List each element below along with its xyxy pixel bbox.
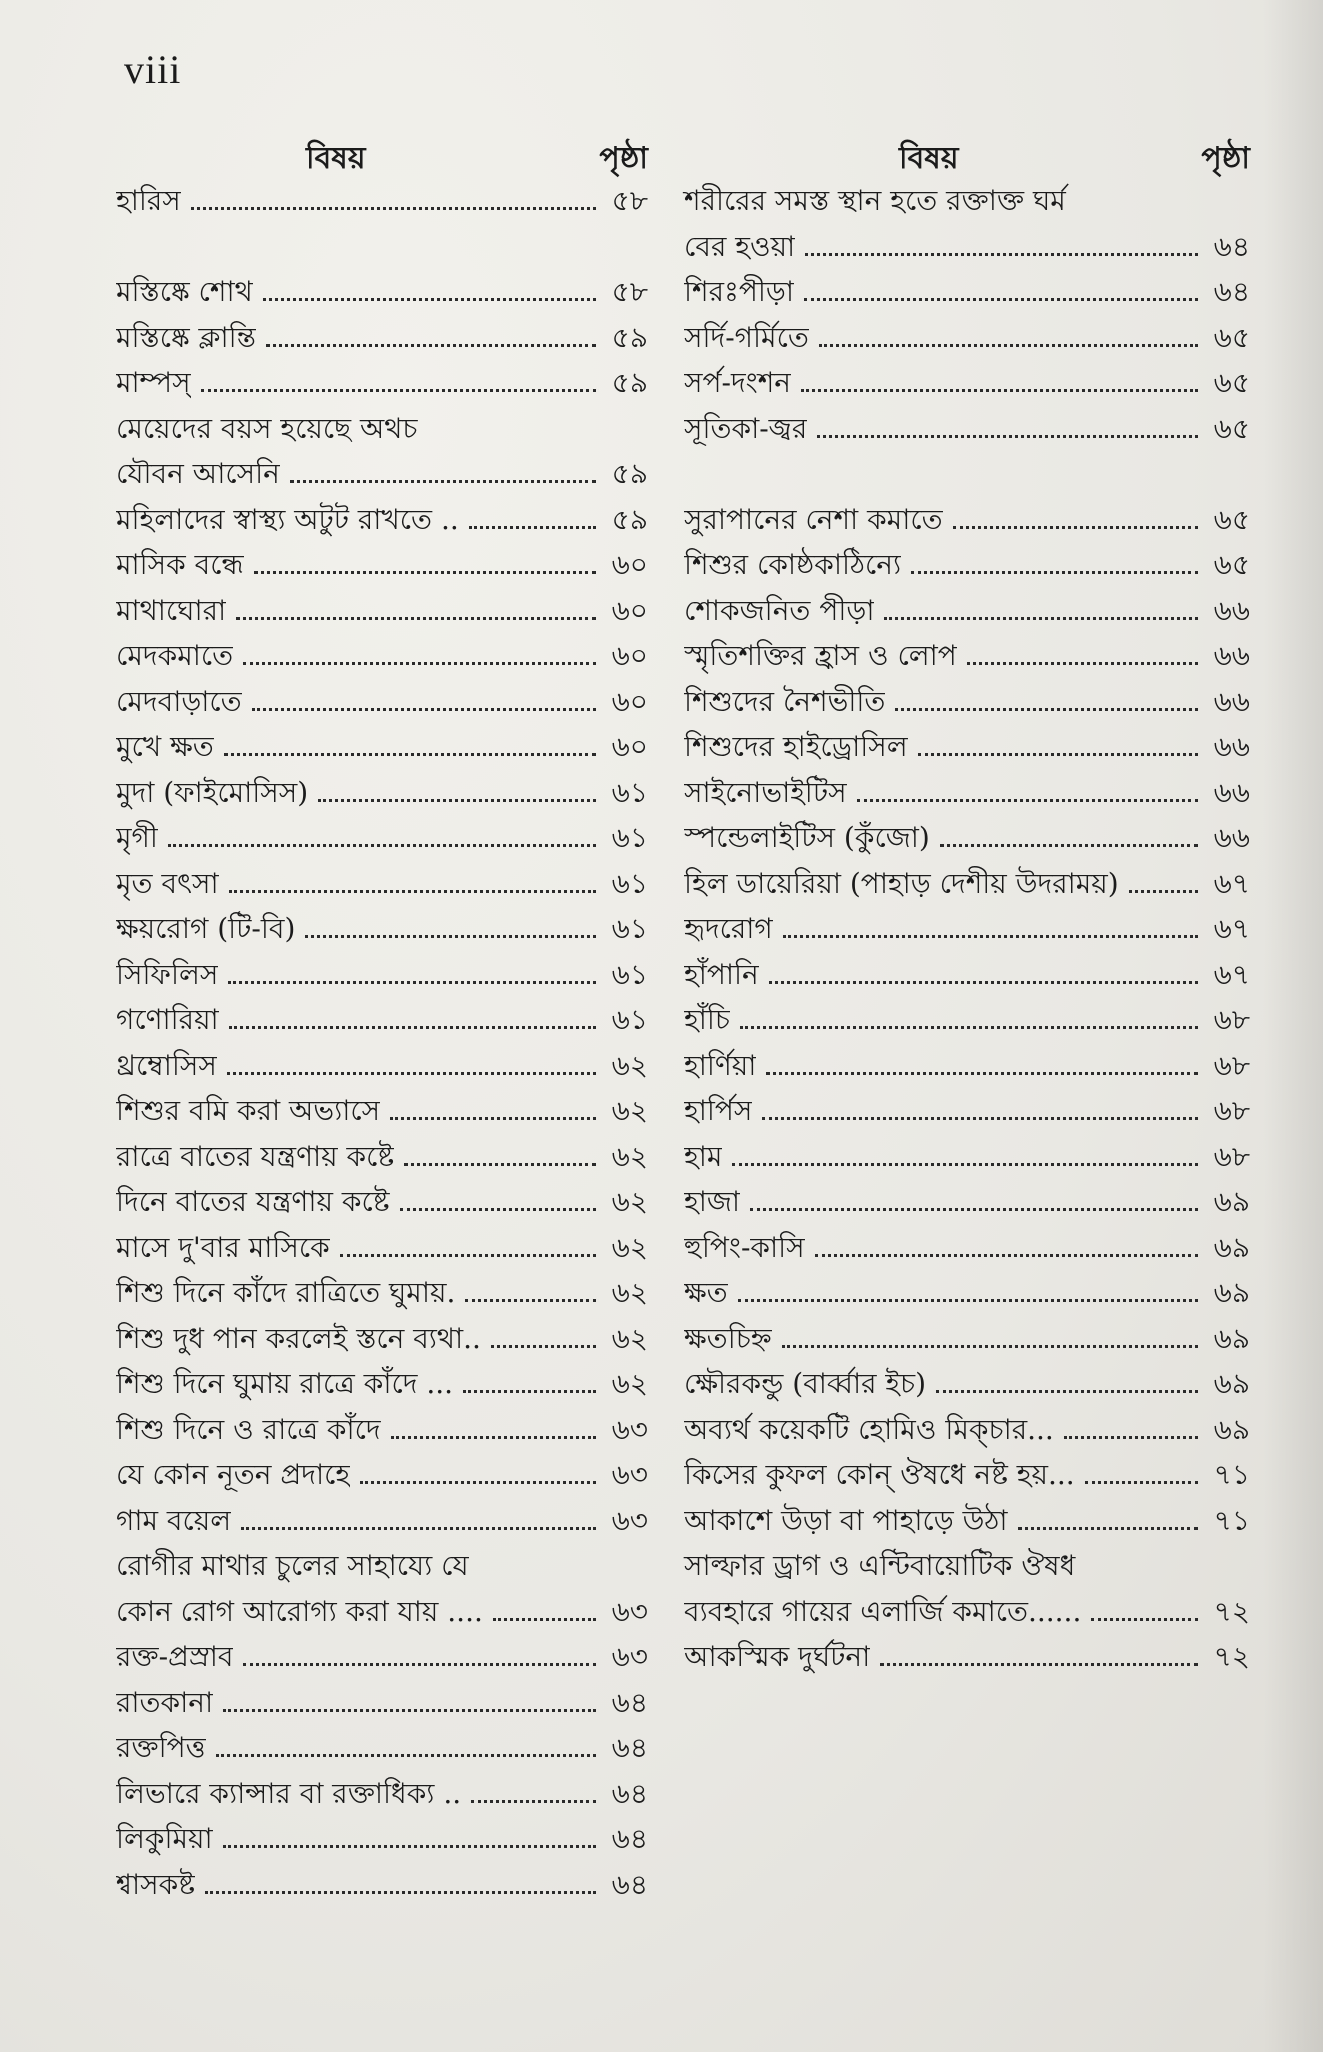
- entry-title: মাসিক বন্ধে: [116, 548, 244, 581]
- entry-page-number: ৫৯: [611, 502, 648, 536]
- dot-leader: [817, 435, 1198, 438]
- entry-title: শিশু দুধ পান করলেই স্তনে ব্যথা..: [116, 1321, 481, 1355]
- entry-title: সাইনোভাইটিস: [684, 775, 847, 809]
- toc-column-right: [684, 128, 1250, 1680]
- entry-page-number: ৬৩: [611, 1640, 648, 1673]
- toc-entry: [684, 178, 1250, 224]
- entry-title: দিনে বাতের যন্ত্রণায় কষ্টে: [116, 1185, 390, 1218]
- entry-page-number: ৬৫: [1213, 366, 1250, 399]
- toc-entry: [684, 1589, 1250, 1635]
- entry-page-number: ৬৭: [1213, 866, 1250, 900]
- toc-entry: [684, 724, 1250, 770]
- entry-title: শিশুর বমি করা অভ্যাসে: [116, 1094, 381, 1127]
- entry-title: ক্ষয়রোগ (টি-বি): [116, 912, 296, 945]
- toc-entry: [116, 497, 648, 543]
- dot-leader: [216, 1754, 596, 1757]
- dot-leader: [201, 389, 596, 392]
- entry-page-number: ৬০: [611, 548, 648, 581]
- entry-page-number: ৬০: [611, 730, 648, 763]
- entry-page-number: ৬১: [611, 912, 648, 945]
- dot-leader: [223, 1845, 596, 1848]
- entry-title: থ্রম্বোসিস: [116, 1048, 217, 1082]
- entry-page-number: ৫৮: [611, 184, 648, 217]
- dot-leader: [243, 662, 596, 665]
- entry-title: সুরাপানের নেশা কমাতে: [684, 502, 943, 536]
- toc-entry: [684, 588, 1250, 634]
- dot-leader: [804, 298, 1198, 301]
- dot-leader: [224, 753, 596, 756]
- toc-entry: [116, 1862, 648, 1908]
- page-heading: পৃষ্ঠা: [599, 141, 648, 176]
- entry-page-number: ৬২: [611, 1276, 648, 1309]
- toc-entry: [116, 1088, 648, 1134]
- toc-entry: [116, 360, 648, 406]
- toc-entry: [684, 1043, 1250, 1089]
- entry-page-number: ৬৩: [611, 1458, 648, 1491]
- entry-title: কিসের কুফল কোন্ ঔষধে নষ্ট হয়...: [684, 1458, 1075, 1491]
- entry-page-number: ৫৯: [611, 457, 648, 490]
- toc-entry: [116, 679, 648, 725]
- toc-entry: [116, 1498, 648, 1544]
- dot-leader: [884, 617, 1198, 620]
- entry-title: গাম বয়েল: [116, 1503, 232, 1537]
- entry-title: স্পন্ডেলাইটিস (কুঁজো): [684, 821, 930, 854]
- entry-title: হার্পিস: [684, 1094, 753, 1127]
- toc-entry: [116, 315, 648, 361]
- entry-title: মস্তিষ্কে ক্লান্তি: [116, 320, 256, 354]
- entry-page-number: ৭২: [1213, 1640, 1250, 1673]
- entry-title: মুখে ক্ষত: [116, 730, 214, 763]
- dot-leader: [340, 1254, 596, 1257]
- toc-entry: [684, 1543, 1250, 1589]
- toc-entry: [684, 815, 1250, 861]
- dot-leader: [1064, 1436, 1198, 1439]
- entry-page-number: ৭১: [1213, 1458, 1250, 1491]
- dot-leader: [266, 344, 596, 347]
- entry-title: স্মৃতিশক্তির হ্রাস ও লোপ: [684, 639, 957, 672]
- entry-title: রোগীর মাথার চুলের সাহায্যে যে: [116, 1549, 469, 1582]
- toc-entry: [684, 1179, 1250, 1225]
- entry-title: লিভারে ক্যান্সার বা রক্তাধিক্য ..: [116, 1776, 462, 1810]
- dot-leader: [205, 1891, 596, 1894]
- entry-title: অব্যর্থ কয়েকটি হোমিও মিক্চার...: [684, 1412, 1054, 1446]
- entry-page-number: ৬৬: [1213, 775, 1250, 809]
- entry-title: যে কোন নূতন প্রদাহে: [116, 1458, 351, 1491]
- entry-title: মেদবাড়াতে: [116, 684, 242, 718]
- toc-entry: [116, 1361, 648, 1407]
- entry-page-number: ৬২: [611, 1139, 648, 1173]
- toc-entry: [684, 1498, 1250, 1544]
- entry-title: শিশু দিনে ও রাত্রে কাঁদে: [116, 1412, 381, 1446]
- dot-leader: [953, 526, 1198, 529]
- entry-page-number: ৫৯: [611, 320, 648, 354]
- dot-leader: [936, 1390, 1198, 1393]
- entry-title: হাঁচি: [684, 1003, 730, 1036]
- entry-title: হারিস: [116, 184, 181, 217]
- toc-entry: [684, 406, 1250, 452]
- dot-leader: [1085, 1481, 1198, 1484]
- toc-entry: [684, 906, 1250, 952]
- entry-title: হাম: [684, 1139, 723, 1173]
- toc-entry: [116, 1134, 648, 1180]
- entry-page-number: ৬৩: [611, 1412, 648, 1446]
- entry-title: আকাশে উড়া বা পাহাড়ে উঠা: [684, 1503, 1008, 1537]
- entry-page-number: ৬০: [611, 593, 648, 627]
- entry-page-number: ৬২: [611, 1230, 648, 1264]
- entry-title: মুদা (ফাইমোসিস): [116, 775, 309, 809]
- entry-title: মৃগী: [116, 821, 158, 854]
- toc-entry: [116, 1270, 648, 1316]
- dot-leader: [465, 1299, 596, 1302]
- entry-page-number: ৫৯: [611, 366, 648, 399]
- entry-page-number: ৬৪: [1213, 229, 1250, 263]
- dot-leader: [880, 1663, 1198, 1666]
- toc-entry: [116, 861, 648, 907]
- dot-leader: [229, 1026, 596, 1029]
- dot-leader: [391, 1436, 596, 1439]
- toc-entry: [684, 1407, 1250, 1453]
- toc-entry: [116, 815, 648, 861]
- entry-page-number: ৬৯: [1213, 1367, 1250, 1400]
- toc-entry: [116, 1543, 648, 1589]
- entry-title: ক্ষতচিহ্ন: [684, 1321, 772, 1355]
- entry-title: মাথাঘোরা: [116, 593, 227, 627]
- entry-page-number: ৬৬: [1213, 684, 1250, 718]
- toc-entry: [684, 1634, 1250, 1680]
- dot-leader: [769, 981, 1198, 984]
- entry-page-number: ৬২: [611, 1367, 648, 1400]
- entry-page-number: ৬১: [611, 775, 648, 809]
- toc-entry: [684, 315, 1250, 361]
- dot-leader: [491, 1345, 596, 1348]
- entry-page-number: ৬৩: [611, 1503, 648, 1537]
- toc-entry: [116, 1816, 648, 1862]
- toc-entry: [684, 1270, 1250, 1316]
- entry-page-number: ৬৪: [611, 1731, 648, 1764]
- entry-title: শিরঃপীড়া: [684, 275, 795, 308]
- toc-entry: [684, 997, 1250, 1043]
- dot-leader: [783, 935, 1198, 938]
- toc-entry: [116, 1452, 648, 1498]
- dot-leader: [918, 753, 1198, 756]
- page-edge-shadow: [1263, 0, 1323, 2052]
- entry-title: মৃত বৎসা: [116, 866, 219, 900]
- dot-leader: [740, 1026, 1198, 1029]
- toc-entry: [684, 1452, 1250, 1498]
- dot-leader: [911, 571, 1198, 574]
- dot-leader: [191, 207, 596, 210]
- toc-entry: [116, 178, 648, 224]
- entry-page-number: ৬৪: [611, 1685, 648, 1719]
- entry-title: সর্প-দংশন: [684, 366, 792, 399]
- toc-entry: [684, 861, 1250, 907]
- dot-leader: [738, 1299, 1198, 1302]
- entry-title: সর্দি-গর্মিতে: [684, 320, 809, 354]
- entry-title: লিকুমিয়া: [116, 1822, 213, 1855]
- toc-entry: [116, 770, 648, 816]
- dot-leader: [762, 1117, 1198, 1120]
- entry-title: সূতিকা-জ্বর: [684, 411, 808, 445]
- toc-entry: [116, 952, 648, 998]
- toc-entry: [684, 1361, 1250, 1407]
- column-header: [116, 128, 648, 178]
- dot-leader: [1129, 890, 1198, 893]
- entry-page-number: ৬৭: [1213, 957, 1250, 991]
- dot-leader: [967, 662, 1198, 665]
- entry-page-number: ৬২: [611, 1048, 648, 1082]
- toc-entry: [116, 1680, 648, 1726]
- toc-entry: [684, 952, 1250, 998]
- column-header: [684, 128, 1250, 178]
- entry-title: মাসে দু'বার মাসিকে: [116, 1230, 330, 1264]
- entry-title: আকস্মিক দুর্ঘটনা: [684, 1640, 871, 1673]
- entry-page-number: ৬৮: [1213, 1094, 1250, 1127]
- toc-entry: [684, 1225, 1250, 1271]
- entry-page-number: ৬৫: [1213, 548, 1250, 581]
- entry-title: হুপিং-কাসি: [684, 1230, 805, 1264]
- entry-title: রক্ত-প্রস্রাব: [116, 1640, 234, 1673]
- entry-title: যৌবন আসেনি: [116, 457, 280, 490]
- dot-leader: [895, 708, 1198, 711]
- entry-title: রাত্রে বাতের যন্ত্রণায় কষ্টে: [116, 1139, 395, 1173]
- dot-leader: [732, 1163, 1198, 1166]
- entry-title: মেদকমাতে: [116, 639, 234, 672]
- toc-entry: [116, 1634, 648, 1680]
- entry-page-number: ৬৬: [1213, 730, 1250, 763]
- dot-leader: [168, 844, 596, 847]
- entry-title: মেয়েদের বয়স হয়েছে অথচ: [116, 411, 418, 445]
- entry-page-number: ৬১: [611, 866, 648, 900]
- dot-leader: [229, 890, 596, 893]
- entry-page-number: ৬৪: [611, 1776, 648, 1810]
- toc-entry: [116, 451, 648, 497]
- page-number: viii: [124, 47, 182, 92]
- entry-page-number: ৬৪: [1213, 275, 1250, 308]
- dot-leader: [471, 1800, 596, 1803]
- toc-entry: [116, 906, 648, 952]
- entry-title: ক্ষত: [684, 1276, 728, 1309]
- toc-entry: [116, 1589, 648, 1635]
- toc-entry: [684, 224, 1250, 270]
- dot-leader: [766, 1072, 1198, 1075]
- dot-leader: [469, 526, 596, 529]
- dot-leader: [404, 1163, 596, 1166]
- toc-entry: [116, 588, 648, 634]
- entry-title: শোকজনিত পীড়া: [684, 593, 875, 627]
- subject-heading: বিষয়: [306, 141, 366, 176]
- entry-title: হিল ডায়েরিয়া (পাহাড় দেশীয় উদরাময়): [684, 866, 1119, 900]
- dot-leader: [390, 1117, 596, 1120]
- entry-title: শরীরের সমস্ত স্থান হতে রক্তাক্ত ঘর্ম: [684, 184, 1066, 217]
- entry-title: শিশুদের নৈশভীতি: [684, 684, 886, 718]
- dot-leader: [463, 1390, 596, 1393]
- entry-title: হাঁপানি: [684, 957, 759, 991]
- toc-entries: [116, 178, 648, 1907]
- entry-page-number: ৬৯: [1213, 1321, 1250, 1355]
- entry-title: শিশু দিনে কাঁদে রাত্রিতে ঘুমায়.: [116, 1276, 456, 1309]
- dot-leader: [805, 253, 1198, 256]
- entry-title: শ্বাসকষ্ট: [116, 1867, 195, 1901]
- dot-leader: [228, 981, 596, 984]
- entry-page-number: ৬৬: [1213, 639, 1250, 672]
- toc-entry: [116, 542, 648, 588]
- entry-page-number: ৬২: [611, 1321, 648, 1355]
- toc-entry: [684, 1088, 1250, 1134]
- entry-page-number: ৬৮: [1213, 1139, 1250, 1173]
- toc-entry: [684, 542, 1250, 588]
- dot-leader: [243, 1663, 596, 1666]
- toc-entry: [116, 269, 648, 315]
- toc-column-left: [116, 128, 648, 1907]
- dot-leader: [263, 298, 596, 301]
- toc-entry: [116, 724, 648, 770]
- toc-entry: [116, 1771, 648, 1817]
- entry-title: ক্ষৌরকন্ডু (বার্ব্বার ইচ): [684, 1367, 927, 1400]
- dot-leader: [360, 1481, 596, 1484]
- toc-entry: [116, 1316, 648, 1362]
- entry-title: গণোরিয়া: [116, 1003, 219, 1036]
- toc-entry: [116, 406, 648, 452]
- entry-title: রাতকানা: [116, 1685, 214, 1719]
- dot-leader: [493, 1618, 596, 1621]
- entry-page-number: ৬৬: [1213, 821, 1250, 854]
- toc-entry: [684, 497, 1250, 543]
- entry-page-number: ৬৯: [1213, 1276, 1250, 1309]
- entry-title: সাল্ফার ড্রাগ ও এন্টিবায়োটিক ঔষধ: [684, 1549, 1076, 1582]
- toc-entry: [684, 451, 1250, 497]
- dot-leader: [318, 799, 596, 802]
- dot-leader: [290, 480, 596, 483]
- dot-leader: [940, 844, 1198, 847]
- entry-page-number: ৬৯: [1213, 1230, 1250, 1264]
- entry-page-number: ৬৯: [1213, 1185, 1250, 1218]
- dot-leader: [252, 708, 596, 711]
- entry-page-number: ৬৮: [1213, 1048, 1250, 1082]
- entry-page-number: ৬৫: [1213, 411, 1250, 445]
- dot-leader: [857, 799, 1198, 802]
- entry-page-number: ৬৬: [1213, 593, 1250, 627]
- entry-title: মস্তিষ্কে শোথ: [116, 275, 253, 308]
- dot-leader: [750, 1208, 1198, 1211]
- toc-entry: [684, 770, 1250, 816]
- entry-page-number: ৬৪: [611, 1867, 648, 1901]
- toc-entry: [684, 269, 1250, 315]
- entry-page-number: ৬১: [611, 957, 648, 991]
- subject-heading: বিষয়: [899, 141, 959, 176]
- entry-title: সিফিলিস: [116, 957, 219, 991]
- dot-leader: [227, 1072, 596, 1075]
- entry-page-number: ৫৮: [611, 275, 648, 308]
- entry-page-number: ৬৩: [611, 1594, 648, 1628]
- entry-title: মহিলাদের স্বাস্থ্য অটুট রাখতে ..: [116, 502, 459, 536]
- toc-entry: [684, 360, 1250, 406]
- entry-title: হাজা: [684, 1185, 740, 1218]
- entry-page-number: ৭২: [1213, 1594, 1250, 1628]
- toc-entries: [684, 178, 1250, 1680]
- dot-leader: [241, 1527, 596, 1530]
- entry-page-number: ৬৭: [1213, 912, 1250, 945]
- toc-entry: [684, 1316, 1250, 1362]
- entry-title: শিশুদের হাইড্রোসিল: [684, 730, 908, 763]
- entry-title: হার্ণিয়া: [684, 1048, 757, 1082]
- entry-page-number: ৬৫: [1213, 502, 1250, 536]
- entry-page-number: ৬২: [611, 1094, 648, 1127]
- entry-title: হৃদরোগ: [684, 912, 773, 945]
- entry-page-number: ৬৫: [1213, 320, 1250, 354]
- entry-title: রক্তপিত্ত: [116, 1731, 206, 1764]
- toc-entry: [116, 633, 648, 679]
- dot-leader: [815, 1254, 1198, 1257]
- entry-title: শিশু দিনে ঘুমায় রাত্রে কাঁদে ...: [116, 1367, 454, 1400]
- entry-title: ব্যবহারে গায়ের এলার্জি কমাতে......: [684, 1594, 1082, 1628]
- page-heading: পৃষ্ঠা: [1201, 141, 1250, 176]
- toc-entry: [116, 1725, 648, 1771]
- dot-leader: [1018, 1527, 1198, 1530]
- toc-entry: [684, 633, 1250, 679]
- entry-page-number: ৬৯: [1213, 1412, 1250, 1446]
- toc-entry: [116, 997, 648, 1043]
- entry-title: বের হওয়া: [684, 229, 796, 263]
- entry-page-number: ৬০: [611, 639, 648, 672]
- toc-entry: [116, 1179, 648, 1225]
- toc-entry: [116, 1225, 648, 1271]
- entry-page-number: ৬০: [611, 684, 648, 718]
- toc-entry: [116, 224, 648, 270]
- entry-page-number: ৬২: [611, 1185, 648, 1218]
- entry-title: শিশুর কোষ্ঠকাঠিন্যে: [684, 548, 902, 581]
- dot-leader: [254, 571, 596, 574]
- entry-page-number: ৬৮: [1213, 1003, 1250, 1036]
- dot-leader: [400, 1208, 597, 1211]
- dot-leader: [223, 1709, 596, 1712]
- entry-page-number: ৬১: [611, 1003, 648, 1036]
- toc-entry: [116, 1043, 648, 1089]
- toc-entry: [684, 1134, 1250, 1180]
- dot-leader: [819, 344, 1198, 347]
- dot-leader: [1091, 1618, 1198, 1621]
- dot-leader: [801, 389, 1198, 392]
- dot-leader: [305, 935, 596, 938]
- entry-page-number: ৭১: [1213, 1503, 1250, 1537]
- toc-entry: [684, 679, 1250, 725]
- dot-leader: [782, 1345, 1198, 1348]
- entry-page-number: ৬৪: [611, 1822, 648, 1855]
- toc-entry: [116, 1407, 648, 1453]
- entry-page-number: ৬১: [611, 821, 648, 854]
- entry-title: কোন রোগ আরোগ্য করা যায় ....: [116, 1594, 483, 1628]
- dot-leader: [236, 617, 596, 620]
- entry-title: মাম্পস্: [116, 366, 191, 399]
